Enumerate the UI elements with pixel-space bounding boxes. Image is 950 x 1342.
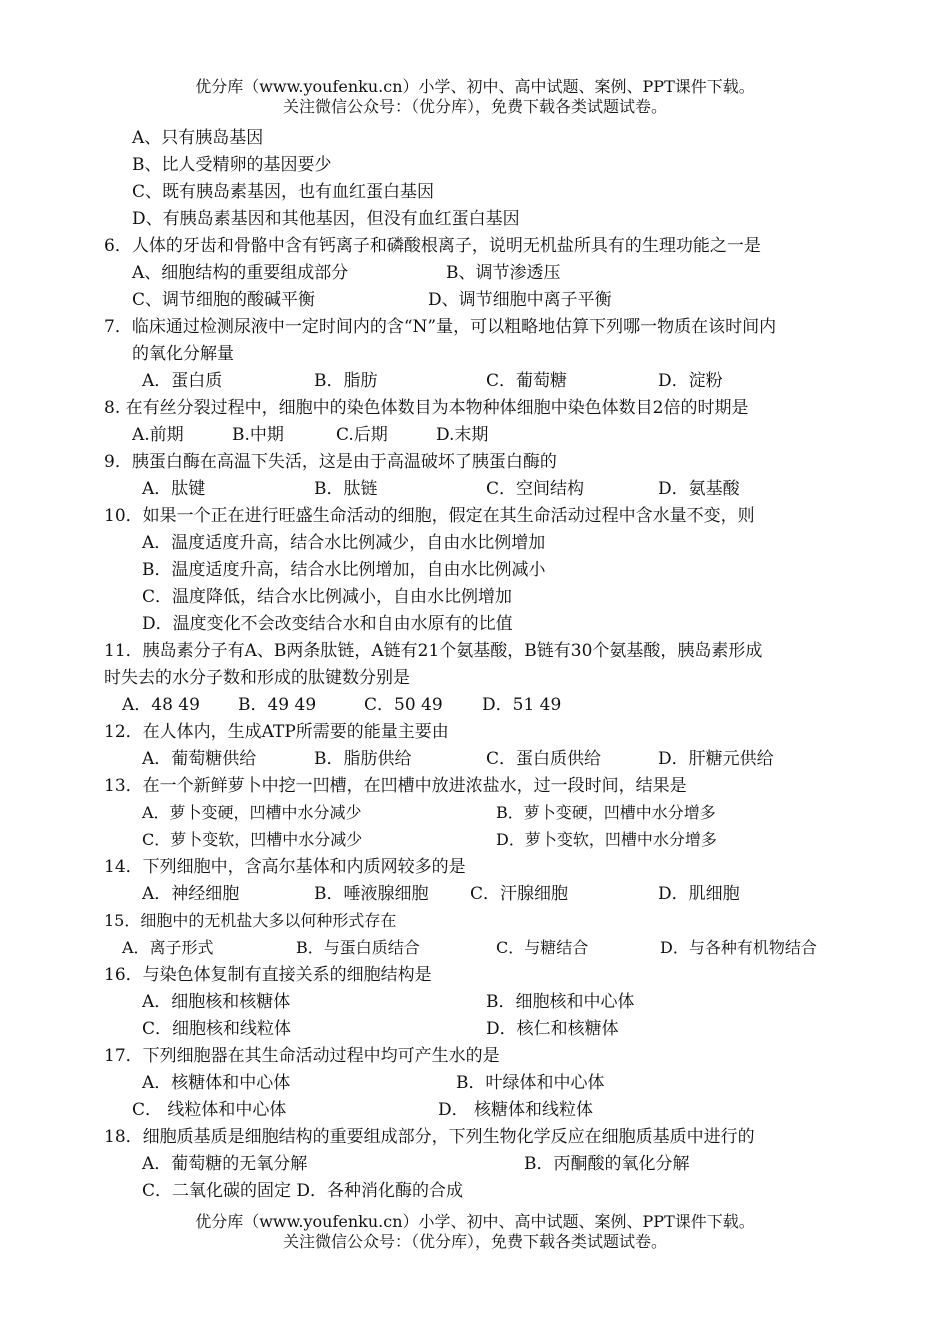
q8-stem: 8. 在有丝分裂过程中，细胞中的染色体数目为本物种体细胞中染色体数目2倍的时期是 bbox=[104, 398, 749, 418]
q10-option-d: D．温度变化不会改变结合水和自由水原有的比值 bbox=[142, 614, 513, 634]
q7-option-b: B．脂肪 bbox=[314, 371, 378, 391]
q10-stem: 10．如果一个正在进行旺盛生命活动的细胞，假定在其生命活动过程中含水量不变，则 bbox=[104, 506, 755, 526]
q5-option-b: B、比人受精卵的基因要少 bbox=[132, 155, 332, 175]
q17-stem: 17．下列细胞器在其生命活动过程中均可产生水的是 bbox=[104, 1046, 500, 1066]
footer-line-2: 关注微信公众号：（优分库），免费下载各类试题试卷。 bbox=[282, 1232, 667, 1251]
q18-option-b: B．丙酮酸的氧化分解 bbox=[524, 1154, 690, 1174]
q15-option-d: D．与各种有机物结合 bbox=[660, 938, 817, 957]
q14-option-c: C．汗腺细胞 bbox=[470, 884, 569, 904]
q11-option-c: C．50 49 bbox=[364, 695, 443, 715]
q15-option-c: C．与糖结合 bbox=[496, 938, 589, 957]
q16-option-d: D．核仁和核糖体 bbox=[486, 1019, 619, 1039]
q16-option-c: C．细胞核和线粒体 bbox=[142, 1019, 292, 1039]
q17-option-d: D． 核糖体和线粒体 bbox=[438, 1100, 594, 1120]
q8-option-b: B.中期 bbox=[232, 425, 284, 445]
q14-option-d: D．肌细胞 bbox=[658, 884, 740, 904]
q18-stem: 18．细胞质基质是细胞结构的重要组成部分，下列生物化学反应在细胞质基质中进行的 bbox=[104, 1127, 755, 1147]
q14-option-a: A．神经细胞 bbox=[142, 884, 240, 904]
q13-stem: 13．在一个新鲜萝卜中挖一凹槽，在凹槽中放进浓盐水，过一段时间，结果是 bbox=[104, 776, 687, 796]
q13-option-b: B．萝卜变硬，凹槽中水分增多 bbox=[496, 803, 716, 822]
q8-option-d: D.末期 bbox=[436, 425, 489, 445]
q7-option-d: D．淀粉 bbox=[658, 371, 723, 391]
q12-option-c: C．蛋白质供给 bbox=[486, 749, 602, 769]
q17-option-b: B．叶绿体和中心体 bbox=[456, 1073, 605, 1093]
q16-option-a: A．细胞核和核糖体 bbox=[142, 992, 291, 1012]
q13-option-c: C．萝卜变软，凹槽中水分减少 bbox=[142, 830, 363, 849]
q18-option-a: A．葡萄糖的无氧分解 bbox=[142, 1154, 308, 1174]
q9-option-c: C．空间结构 bbox=[486, 479, 585, 499]
q18-option-c-d: C．二氧化碳的固定 D．各种消化酶的合成 bbox=[142, 1181, 464, 1201]
q17-option-a: A．核糖体和中心体 bbox=[142, 1073, 291, 1093]
q16-option-b: B．细胞核和中心体 bbox=[486, 992, 635, 1012]
q11-option-a: A．48 49 bbox=[122, 695, 200, 715]
q7-option-c: C．葡萄糖 bbox=[486, 371, 568, 391]
q10-option-b: B．温度适度升高，结合水比例增加，自由水比例减小 bbox=[142, 560, 546, 580]
header-line-1: 优分库（www.youfenku.cn）小学、初中、高中试题、案例、PPT课件下载。 bbox=[195, 77, 755, 96]
q12-option-a: A．葡萄糖供给 bbox=[142, 749, 257, 769]
q9-option-b: B．肽链 bbox=[314, 479, 378, 499]
q16-stem: 16．与染色体复制有直接关系的细胞结构是 bbox=[104, 965, 432, 985]
q7-stem-line-2: 的氧化分解量 bbox=[132, 344, 234, 364]
q13-option-a: A．萝卜变硬，凹槽中水分减少 bbox=[142, 803, 362, 822]
header-line-2: 关注微信公众号：（优分库），免费下载各类试题试卷。 bbox=[282, 97, 667, 116]
q6-option-b: B、调节渗透压 bbox=[446, 263, 561, 283]
q12-option-b: B．脂肪供给 bbox=[314, 749, 412, 769]
q12-option-d: D．肝糖元供给 bbox=[658, 749, 774, 769]
q13-option-d: D．萝卜变软，凹槽中水分增多 bbox=[496, 830, 717, 849]
q7-stem-line-1: 7．临床通过检测尿液中一定时间内的含“N”量，可以粗略地估算下列哪一物质在该时间内 bbox=[104, 317, 777, 337]
q5-option-d: D、有胰岛素基因和其他基因，但没有血红蛋白基因 bbox=[132, 209, 520, 229]
q6-stem: 6．人体的牙齿和骨骼中含有钙离子和磷酸根离子，说明无机盐所具有的生理功能之一是 bbox=[104, 236, 761, 256]
q15-option-b: B．与蛋白质结合 bbox=[296, 938, 420, 957]
q6-option-a: A、细胞结构的重要组成部分 bbox=[132, 263, 349, 283]
q11-option-b: B．49 49 bbox=[238, 695, 317, 715]
q5-option-a: A、只有胰岛基因 bbox=[132, 128, 264, 148]
q11-option-d: D．51 49 bbox=[482, 695, 562, 715]
q12-stem: 12．在人体内，生成ATP所需要的能量主要由 bbox=[104, 722, 449, 742]
q9-option-a: A．肽键 bbox=[142, 479, 206, 499]
q14-stem: 14．下列细胞中，含高尔基体和内质网较多的是 bbox=[104, 857, 466, 877]
q5-option-c: C、既有胰岛素基因，也有血红蛋白基因 bbox=[132, 182, 435, 202]
q10-option-c: C．温度降低，结合水比例减小，自由水比例增加 bbox=[142, 587, 513, 607]
q8-option-c: C.后期 bbox=[336, 425, 388, 445]
q7-option-a: A．蛋白质 bbox=[142, 371, 223, 391]
q10-option-a: A．温度适度升高，结合水比例减少，自由水比例增加 bbox=[142, 533, 546, 553]
q8-option-a: A.前期 bbox=[132, 425, 184, 445]
q15-stem: 15．细胞中的无机盐大多以何种形式存在 bbox=[104, 911, 397, 930]
footer-line-1: 优分库（www.youfenku.cn）小学、初中、高中试题、案例、PPT课件下载。 bbox=[195, 1212, 755, 1231]
q11-stem-line-2: 时失去的水分子数和形成的肽键数分别是 bbox=[104, 668, 410, 688]
q17-option-c: C． 线粒体和中心体 bbox=[132, 1100, 287, 1120]
q6-option-c: C、调节细胞的酸碱平衡 bbox=[132, 290, 316, 310]
q6-option-d: D、调节细胞中离子平衡 bbox=[428, 290, 612, 310]
q15-option-a: A．离子形式 bbox=[122, 938, 214, 957]
q9-option-d: D．氨基酸 bbox=[658, 479, 740, 499]
q14-option-b: B．唾液腺细胞 bbox=[314, 884, 429, 904]
q11-stem-line-1: 11．胰岛素分子有A、B两条肽链，A链有21个氨基酸，B链有30个氨基酸，胰岛素形成 bbox=[104, 641, 763, 661]
q9-stem: 9．胰蛋白酶在高温下失活，这是由于高温破坏了胰蛋白酶的 bbox=[104, 452, 557, 472]
